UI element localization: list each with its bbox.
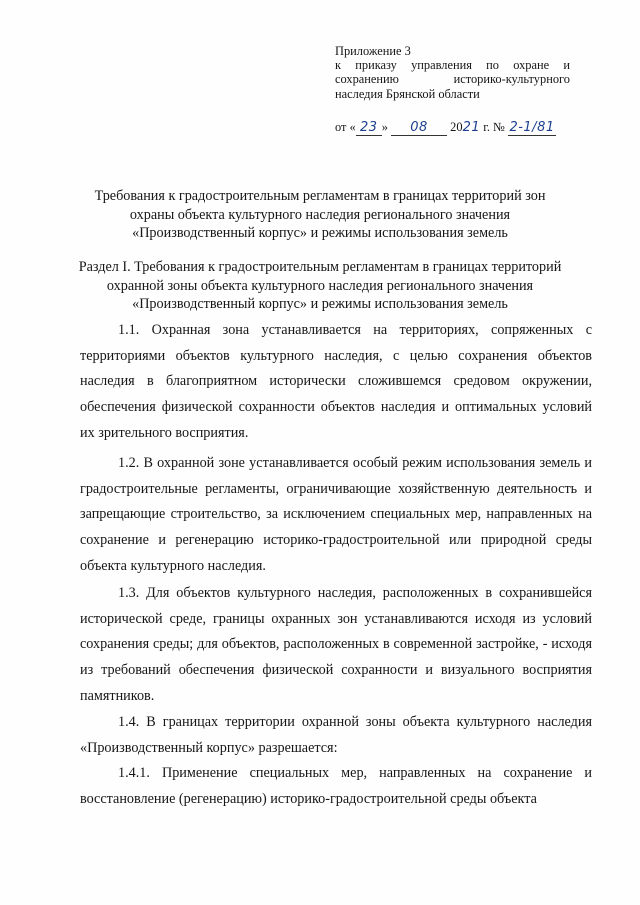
order-year-prefix: 20: [450, 120, 463, 134]
appendix-order-line: [335, 58, 570, 72]
paragraph-text: 1.4. В границах территории охранной зоны объекта культурного наследия «Производственный корпус» разрешается:: [80, 714, 592, 756]
order-quote-close: »: [381, 120, 388, 134]
section-line: «Производственный корпус» и режимы использования земель: [132, 296, 508, 312]
paragraph-text: 1.2. В охранной зоне устанавливается особый режим использования земель и градостроительные регламенты, ограничивающие хозяйственную деятельность и запрещающие строительство, за исключением специальных мер, направленных на сохранение и регенерацию историко-градостроительной или природной среды объекта культурного наследия.: [80, 455, 592, 574]
paragraph-1-4: [80, 710, 592, 761]
order-day-handwritten: 23: [356, 121, 382, 136]
appendix-word: к: [335, 58, 342, 73]
section-heading: [40, 258, 600, 314]
appendix-word: и: [563, 58, 570, 73]
order-date-prefix: от «: [335, 120, 356, 134]
order-date-number: [335, 120, 556, 136]
order-month-handwritten: 08: [391, 121, 447, 136]
appendix-word: сохранению: [335, 72, 399, 87]
appendix-word: историко-культурного: [453, 72, 570, 87]
section-line: Раздел I. Требования к градостроительным регламентам в границах территорий: [78, 259, 562, 275]
appendix-word: приказу: [355, 58, 397, 73]
order-number-handwritten: 2-1/81: [509, 120, 555, 135]
appendix-word: по: [486, 58, 499, 73]
title-line: охраны объекта культурного наследия регионального значения: [129, 206, 511, 223]
document-title: [40, 187, 600, 243]
paragraph-text: 1.4.1. Применение специальных мер, направленных на сохранение и восстановление (регенерацию) историко-градостроительной среды объекта: [80, 765, 592, 807]
paragraph-text: 1.1. Охранная зона устанавливается на территориях, сопряженных с территориями объектов культурного наследия, с целью сохранения объектов наследия в благоприятном исторически сложившемся средовом окружении, обеспечения физической сохранности объектов наследия и оптимальных условий их зрительного восприятия.: [80, 322, 592, 441]
paragraph-text: 1.3. Для объектов культурного наследия, расположенных в сохранившейся исторической среде, границы охранных зон устанавливаются исходя из условий сохранения среды; для объектов, расположенных в современной застройке, - исходя из требований обеспечения физической сохранности и визуального восприятия памятников.: [80, 585, 592, 704]
appendix-heritage-line: наследия Брянской области: [335, 86, 480, 101]
title-line: Требования к градостроительным регламентам в границах территорий зон: [94, 188, 546, 204]
appendix-header: [335, 44, 570, 101]
paragraph-1-1: [80, 318, 592, 447]
appendix-preservation-line: [335, 72, 570, 86]
paragraph-1-3: [80, 581, 592, 710]
paragraph-1-4-1: [80, 761, 592, 812]
order-year-handwritten: 21: [462, 120, 481, 135]
appendix-number: Приложение 3: [335, 44, 411, 58]
title-line: «Производственный корпус» и режимы использования земель: [132, 225, 508, 241]
section-line: охранной зоны объекта культурного наследия регионального значения: [106, 277, 534, 294]
appendix-word: управления: [411, 58, 472, 73]
paragraph-1-2: [80, 451, 592, 580]
order-year-unit: г. №: [483, 120, 505, 134]
appendix-word: охране: [513, 58, 550, 73]
